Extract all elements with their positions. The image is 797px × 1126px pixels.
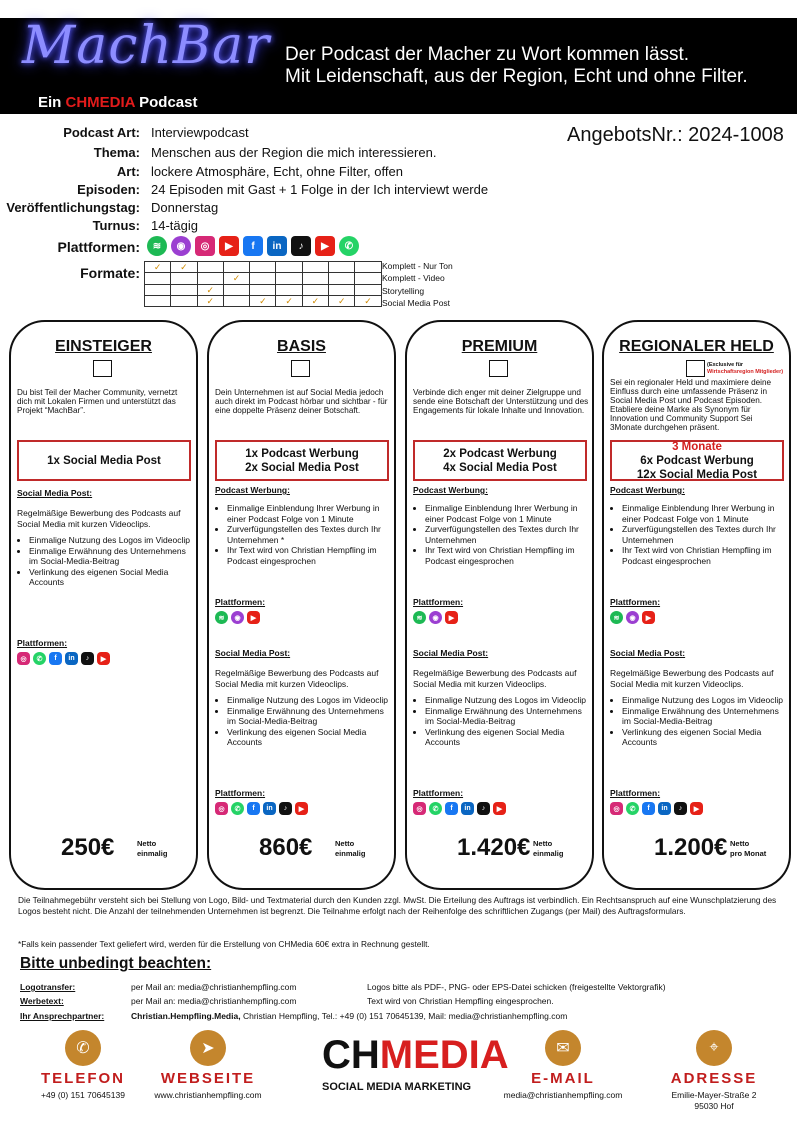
formate-cell: [329, 284, 355, 295]
formate-cell: [355, 262, 381, 273]
platforms-label: Plattformen:: [610, 788, 661, 798]
contact-value-2: 95030 Hof: [694, 1101, 734, 1111]
notice-heading: Bitte unbedingt beachten:: [20, 955, 212, 972]
formate-cell: [223, 295, 249, 306]
chmedia-subtitle: SOCIAL MEDIA MARKETING: [322, 1081, 472, 1093]
formate-cell: [171, 273, 197, 284]
offer-box: [17, 440, 191, 481]
machbar-logo: [20, 16, 270, 111]
price-note-2: pro Monat: [730, 849, 767, 858]
label-episoden: Episoden:: [77, 182, 140, 197]
check-icon: ✓: [171, 262, 197, 273]
formate-cell: [197, 262, 223, 273]
offer-line-1: 1x Podcast Werbung: [245, 447, 359, 460]
chmedia-logo: CHMEDIA SOCIAL MEDIA MARKETING: [322, 1033, 509, 1093]
package-description: Verbinde dich enger mit deiner Zielgruppe und sende eine Botschaft der Unterstützung und des Engagements für lokale Inhalte und Innovation.: [413, 388, 589, 415]
section-title: Podcast Werbung:: [215, 485, 290, 495]
contact-title: WEBSEITE: [160, 1070, 256, 1087]
check-icon: ✓: [197, 295, 223, 306]
contact-value-1: +49 (0) 151 70645139: [41, 1090, 125, 1100]
platforms-label: Plattformen:: [215, 597, 266, 607]
check-icon: ✓: [145, 262, 171, 273]
instagram-icon: ◎: [17, 652, 30, 665]
youtube-icon: ▶: [219, 236, 239, 256]
contact-website: [138, 1030, 278, 1101]
price-note-1: Netto: [137, 839, 157, 848]
formate-cell: [329, 262, 355, 273]
youtube-icon: ▶: [295, 802, 308, 815]
value-podcast-art: Interviewpodcast: [151, 125, 249, 140]
instagram-icon: ◎: [610, 802, 623, 815]
section-text: [610, 668, 788, 748]
platform-icons-row: [610, 802, 703, 815]
linkedin-icon: in: [267, 236, 287, 256]
select-checkbox[interactable]: [291, 360, 310, 377]
offer-box: [215, 440, 389, 481]
formate-row: [145, 273, 382, 284]
label-thema: Thema:: [93, 145, 140, 160]
exclusive-note-2: Wirtschaftsregion Mitglieder): [707, 369, 784, 375]
offer-line-1: 2x Podcast Werbung: [443, 447, 557, 460]
tiktok-icon: ♪: [291, 236, 311, 256]
contact-title: ADRESSE: [670, 1070, 758, 1087]
offer-line-2: 4x Social Media Post: [443, 461, 557, 474]
label-plattformen: Plattformen:: [57, 239, 140, 255]
section-text: [413, 668, 591, 748]
tagline-line-2: Mit Leidenschaft, aus der Region, Echt und ohne Filter.: [285, 66, 748, 87]
spotify-icon: ≋: [215, 611, 228, 624]
logotransfer-value: per Mail an: media@christianhempfling.com: [131, 982, 297, 992]
contact-value: [138, 1090, 278, 1101]
phone-icon: ✆: [65, 1030, 101, 1066]
linkedin-icon: in: [65, 652, 78, 665]
section-text: [610, 497, 788, 566]
package-title: REGIONALER HELD: [619, 338, 774, 355]
package-price: 1.200€: [654, 834, 728, 861]
contact-phone: [13, 1030, 153, 1101]
formate-cell: [276, 262, 302, 273]
platforms-label: Plattformen:: [17, 638, 68, 648]
linkedin-icon: in: [658, 802, 671, 815]
angebots-nummer: AngebotsNr.: 2024-1008: [567, 124, 784, 146]
tiktok-icon: ♪: [279, 802, 292, 815]
logotransfer-label: Logotransfer:: [20, 982, 76, 992]
offer-line-1: 1x Social Media Post: [47, 454, 161, 467]
offer-box: [413, 440, 587, 481]
formate-cell: [302, 273, 328, 284]
contact-value-1: www.christianhempfling.com: [154, 1090, 262, 1100]
platforms-label: Plattformen:: [610, 597, 661, 607]
section-title: Social Media Post:: [17, 488, 93, 498]
formate-label: Storytelling: [382, 285, 425, 296]
werbetext-label: Werbetext:: [20, 996, 64, 1006]
header-banner: [0, 18, 797, 114]
price-note: [730, 839, 766, 859]
formate-row: [145, 262, 382, 273]
list-item: • Verlinkung des eigenen Social Media Accounts: [425, 727, 591, 748]
whatsapp-icon: ✆: [339, 236, 359, 256]
formate-cell: [276, 273, 302, 284]
formate-label: Social Media Post: [382, 297, 451, 308]
linkedin-icon: in: [263, 802, 276, 815]
check-icon: ✓: [250, 295, 276, 306]
logo-subtitle: Ein CHMEDIA Podcast: [38, 94, 198, 111]
youtube-icon: ▶: [315, 236, 335, 256]
list-item: • Einmalige Erwähnung des Unternehmens im Social-Media-Beitrag: [227, 706, 393, 727]
list-item: • Ihr Text wird von Christian Hempfling im Podcast eingesprochen: [227, 545, 393, 566]
section-text: [413, 497, 591, 566]
label-veroeffentlichungstag: Veröffentlichungstag:: [6, 200, 140, 215]
price-note: [533, 839, 563, 859]
spotify-icon: ≋: [147, 236, 167, 256]
package-card-premium: [405, 320, 594, 890]
label-turnus: Turnus:: [92, 218, 140, 233]
list-item: • Einmalige Erwähnung des Unternehmens im Social-Media-Beitrag: [29, 546, 195, 567]
platform-icons-row: [413, 802, 506, 815]
list-item: • Einmalige Erwähnung des Unternehmens im Social-Media-Beitrag: [622, 706, 788, 727]
platform-icons-row: [413, 611, 458, 624]
werbetext-note: Text wird von Christian Hempfling eingesprochen.: [367, 996, 554, 1006]
tagline: [285, 44, 748, 88]
youtube-icon: ▶: [493, 802, 506, 815]
contact-value: [13, 1090, 153, 1101]
exclusive-note-1: (Exclusive für: [707, 362, 744, 368]
section-text: [215, 497, 393, 566]
ansprechpartner-value: Christian.Hempfling.Media, Christian Hempfling, Tel.: +49 (0) 151 70645139, Mail: media@christianhempfling.com: [131, 1011, 568, 1021]
section-title: Podcast Werbung:: [413, 485, 488, 495]
formate-cell: [145, 295, 171, 306]
offer-line-2: 2x Social Media Post: [245, 461, 359, 474]
spotify-icon: ≋: [610, 611, 623, 624]
website-icon: ➤: [190, 1030, 226, 1066]
facebook-icon: f: [642, 802, 655, 815]
tiktok-icon: ♪: [477, 802, 490, 815]
contact-address: [644, 1030, 784, 1112]
select-checkbox[interactable]: [489, 360, 508, 377]
price-note: [335, 839, 365, 859]
formate-cell: [250, 284, 276, 295]
list-item: • Einmalige Einblendung Ihrer Werbung in einer Podcast Folge von 1 Minute: [622, 503, 788, 524]
value-veroeffentlichungstag: Donnerstag: [151, 200, 219, 215]
youtube-icon: ▶: [97, 652, 110, 665]
price-note-1: Netto: [533, 839, 553, 848]
formate-row: [145, 284, 382, 295]
instagram-icon: ◎: [215, 802, 228, 815]
value-art: lockere Atmosphäre, Echt, ohne Filter, offen: [151, 164, 403, 179]
check-icon: ✓: [197, 284, 223, 295]
list-item: • Zurverfügungstellen des Textes durch Ihr Unternehmen *: [227, 524, 393, 545]
footnote: *Falls kein passender Text geliefert wird, werden für die Erstellung von CHMedia 60€ extra in Rechnung gestellt.: [18, 939, 430, 949]
formate-cell: [223, 262, 249, 273]
price-note-2: einmalig: [533, 849, 564, 858]
tiktok-icon: ♪: [674, 802, 687, 815]
contact-value-1: Emilie-Mayer-Straße 2: [671, 1090, 757, 1100]
section-title: Podcast Werbung:: [610, 485, 685, 495]
formate-cell: [276, 284, 302, 295]
platform-icons-row: [215, 611, 260, 624]
list-item: • Verlinkung des eigenen Social Media Accounts: [227, 727, 393, 748]
instagram-icon: ◎: [413, 802, 426, 815]
section-title: Social Media Post:: [610, 648, 686, 658]
tagline-line-1: Der Podcast der Macher zu Wort kommen lässt.: [285, 44, 690, 65]
section-intro: Regelmäßige Bewerbung des Podcasts auf Social Media mit kurzen Videoclips.: [215, 668, 379, 689]
list-item: • Einmalige Erwähnung des Unternehmens im Social-Media-Beitrag: [425, 706, 591, 727]
offer-line-1: 6x Podcast Werbung: [640, 454, 754, 467]
contact-title: TELEFON: [41, 1070, 125, 1087]
value-turnus: 14-tägig: [151, 218, 198, 233]
section-text: [215, 668, 393, 748]
package-description: Sei ein regionaler Held und maximiere deine Einfluss durch eine umfassende Präsenz in Social Media Post und Podcast Episoden. Etabliere deine Marke als Synonym für Innovation und Community Support Sei 3Monate durchgehen präsent.: [610, 378, 772, 432]
instagram-icon: ◎: [195, 236, 215, 256]
formate-cell: [171, 284, 197, 295]
youtube-icon: ▶: [642, 611, 655, 624]
exclusive-note: [707, 362, 783, 376]
formate-cell: [302, 262, 328, 273]
package-title: PREMIUM: [461, 338, 538, 355]
platforms-label: Plattformen:: [413, 597, 464, 607]
platform-icons-row: [17, 652, 110, 665]
package-description: Du bist Teil der Macher Community, vernetzt dich mit Lokalen Firmen und unterstützt das Projekt “MachBar”.: [17, 388, 178, 415]
formate-cell: [250, 262, 276, 273]
price-note: [137, 839, 167, 859]
formate-cell: [197, 273, 223, 284]
tiktok-icon: ♪: [81, 652, 94, 665]
section-intro: Regelmäßige Bewerbung des Podcasts auf Social Media mit kurzen Videoclips.: [17, 508, 181, 529]
youtube-icon: ▶: [690, 802, 703, 815]
list-item: • Einmalige Nutzung des Logos im Videoclip: [29, 535, 195, 546]
formate-cell: [145, 284, 171, 295]
platforms-label: Plattformen:: [215, 788, 266, 798]
werbetext-value: per Mail an: media@christianhempfling.com: [131, 996, 297, 1006]
list-item: • Ihr Text wird von Christian Hempfling im Podcast eingesprochen: [425, 545, 591, 566]
package-title: BASIS: [277, 338, 326, 355]
select-checkbox[interactable]: [686, 360, 705, 377]
package-title: EINSTEIGER: [55, 338, 152, 355]
platform-icons: [147, 236, 359, 256]
logo-script: MachBar: [22, 16, 270, 76]
contact-title: E-MAIL: [531, 1070, 595, 1087]
list-item: • Zurverfügungstellen des Textes durch Ihr Unternehmen: [622, 524, 788, 545]
package-price: 860€: [259, 834, 313, 861]
facebook-icon: f: [247, 802, 260, 815]
whatsapp-icon: ✆: [429, 802, 442, 815]
linkedin-icon: in: [461, 802, 474, 815]
price-note-2: einmalig: [335, 849, 366, 858]
apple-podcasts-icon: ◉: [626, 611, 639, 624]
list-item: • Einmalige Nutzung des Logos im Videoclip: [425, 695, 591, 706]
contact-value: [493, 1090, 633, 1101]
contact-email: [493, 1030, 633, 1101]
price-note-1: Netto: [730, 839, 750, 848]
formate-cell: [223, 284, 249, 295]
formate-cell: [145, 273, 171, 284]
check-icon: ✓: [329, 295, 355, 306]
list-item: • Einmalige Einblendung Ihrer Werbung in einer Podcast Folge von 1 Minute: [227, 503, 393, 524]
price-note-2: einmalig: [137, 849, 168, 858]
formate-cell: [355, 273, 381, 284]
spotify-icon: ≋: [413, 611, 426, 624]
terms-text: Die Teilnahmegebühr versteht sich bei Stellung von Logo, Bild- und Textmaterial durch den Kunden zzgl. MwSt. Die Erteilung des Auftrags ist verbindlich. Ein Rechtsanspruch auf eine Wunschplatzierung des Logos besteht nicht. Die Anzahl der teilnehmenden Unternehmen ist begrenzt. Die Teilnahme erfolgt nach der Reihenfolge des schriftlichen Zugangs (per Mail) des Auftragsformulars.: [18, 895, 777, 916]
apple-podcasts-icon: ◉: [171, 236, 191, 256]
select-checkbox[interactable]: [93, 360, 112, 377]
formate-cell: [302, 284, 328, 295]
list-item: • Verlinkung des eigenen Social Media Accounts: [622, 727, 788, 748]
formate-cell: [329, 273, 355, 284]
formate-label: Komplett - Nur Ton: [382, 261, 453, 271]
label-podcast-art: Podcast Art:: [63, 125, 140, 140]
youtube-icon: ▶: [445, 611, 458, 624]
package-description: Dein Unternehmen ist auf Social Media jedoch auch direkt im Podcast hörbar und sichtbar - für eine doppelte Präsenz deiner Botschaft.: [215, 388, 388, 415]
section-title: Social Media Post:: [413, 648, 489, 658]
logotransfer-note: Logos bitte als PDF-, PNG- oder EPS-Datei schicken (freigestellte Vektorgrafik): [367, 982, 666, 992]
whatsapp-icon: ✆: [33, 652, 46, 665]
platform-icons-row: [215, 802, 308, 815]
address-icon: ⌖: [696, 1030, 732, 1066]
package-price: 250€: [61, 834, 115, 861]
facebook-icon: f: [445, 802, 458, 815]
list-item: • Ihr Text wird von Christian Hempfling im Podcast eingesprochen: [622, 545, 788, 566]
price-note-1: Netto: [335, 839, 355, 848]
list-item: • Einmalige Nutzung des Logos im Videoclip: [622, 695, 788, 706]
whatsapp-icon: ✆: [626, 802, 639, 815]
label-formate: Formate:: [80, 265, 140, 281]
package-price: 1.420€: [457, 834, 531, 861]
list-item: • Einmalige Einblendung Ihrer Werbung in einer Podcast Folge von 1 Minute: [425, 503, 591, 524]
check-icon: ✓: [276, 295, 302, 306]
section-text: [17, 508, 195, 588]
apple-podcasts-icon: ◉: [429, 611, 442, 624]
offer-box: [610, 440, 784, 481]
facebook-icon: f: [243, 236, 263, 256]
section-title: Social Media Post:: [215, 648, 291, 658]
list-item: • Zurverfügungstellen des Textes durch Ihr Unternehmen: [425, 524, 591, 545]
contact-value-1: media@christianhempfling.com: [503, 1090, 623, 1100]
apple-podcasts-icon: ◉: [231, 611, 244, 624]
formate-cell: [250, 273, 276, 284]
formate-cell: [355, 284, 381, 295]
email-icon: ✉: [545, 1030, 581, 1066]
offer-line-2: 12x Social Media Post: [636, 468, 758, 481]
section-intro: Regelmäßige Bewerbung des Podcasts auf Social Media mit kurzen Videoclips.: [413, 668, 577, 689]
package-card-basis: [207, 320, 396, 890]
list-item: • Einmalige Nutzung des Logos im Videoclip: [227, 695, 393, 706]
check-icon: ✓: [223, 273, 249, 284]
platform-icons-row: [610, 611, 655, 624]
ansprechpartner-label: Ihr Ansprechpartner:: [20, 1011, 105, 1021]
formate-table: [144, 261, 382, 307]
platforms-label: Plattformen:: [413, 788, 464, 798]
contact-value: [644, 1090, 784, 1112]
list-item: • Verlinkung des eigenen Social Media Accounts: [29, 567, 195, 588]
section-intro: Regelmäßige Bewerbung des Podcasts auf Social Media mit kurzen Videoclips.: [610, 668, 774, 689]
package-card-regionaler-held: [602, 320, 791, 890]
label-art: Art:: [116, 164, 140, 179]
check-icon: ✓: [302, 295, 328, 306]
package-card-einsteiger: [9, 320, 198, 890]
check-icon: ✓: [355, 295, 381, 306]
offer-duration: 3 Monate: [672, 440, 722, 453]
formate-row: [145, 295, 382, 306]
value-episoden: 24 Episoden mit Gast + 1 Folge in der Ich interviewt werde: [151, 182, 489, 197]
formate-label: Komplett - Video: [382, 273, 445, 284]
whatsapp-icon: ✆: [231, 802, 244, 815]
formate-cell: [171, 295, 197, 306]
youtube-icon: ▶: [247, 611, 260, 624]
value-thema: Menschen aus der Region die mich interessieren.: [151, 145, 437, 160]
facebook-icon: f: [49, 652, 62, 665]
